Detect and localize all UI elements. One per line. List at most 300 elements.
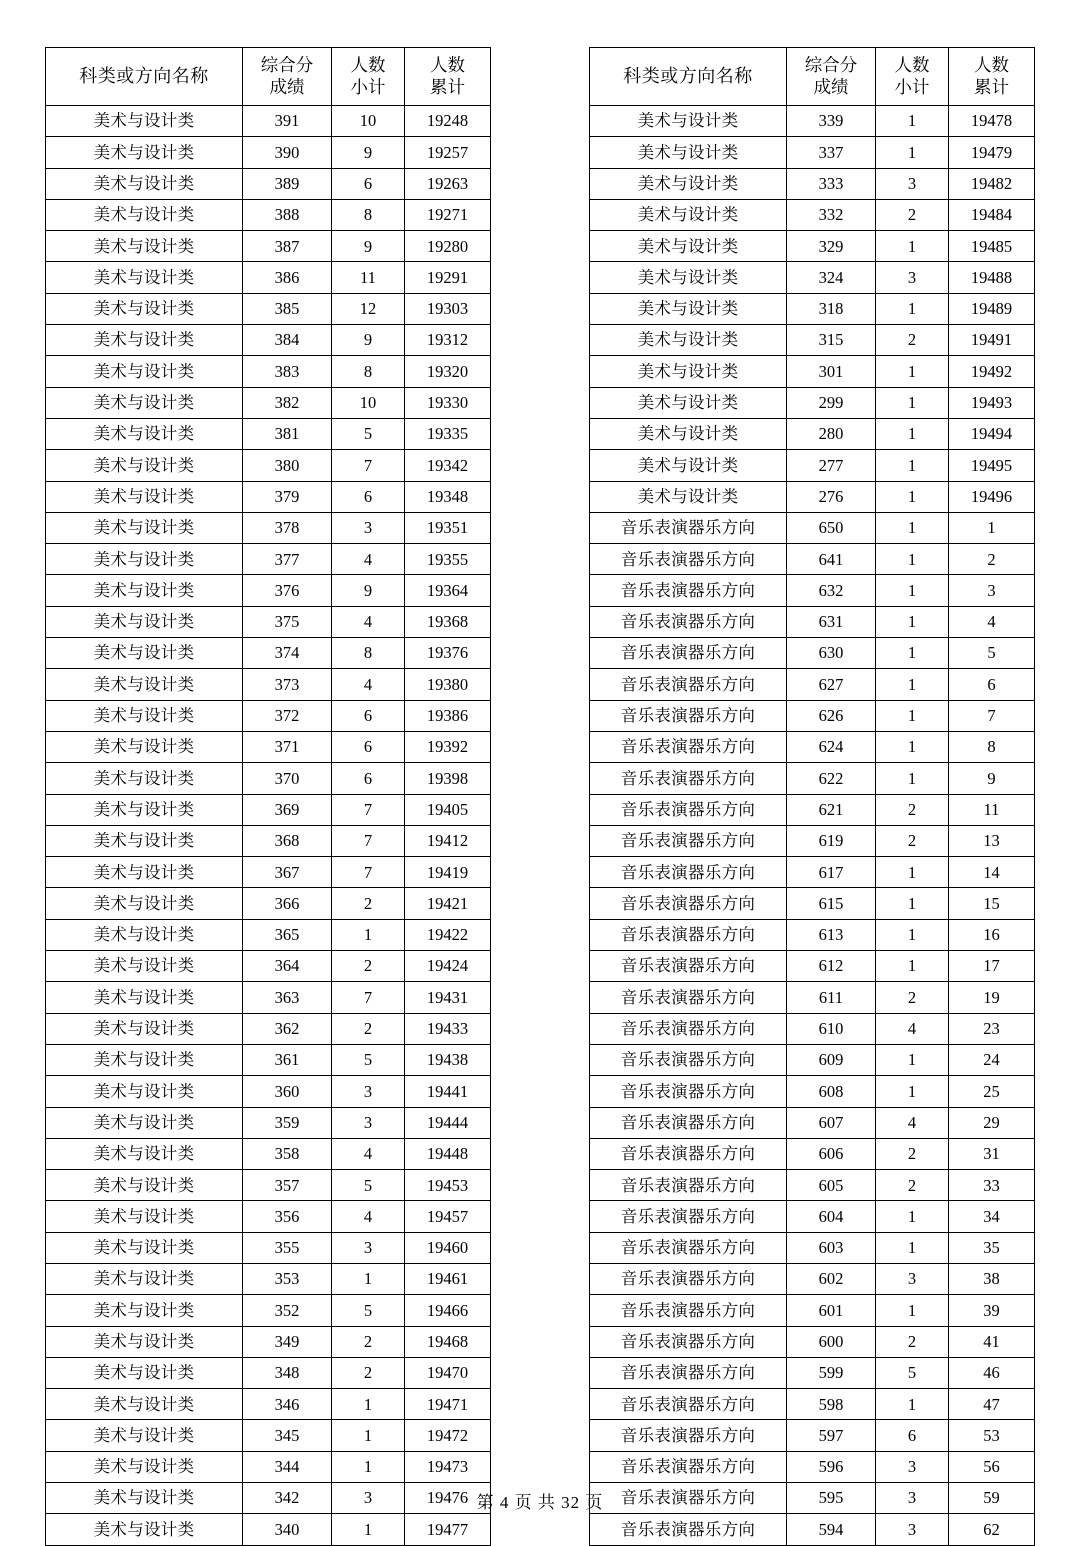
cell-category-name: 音乐表演器乐方向 [590,919,787,950]
table-row [590,731,1035,762]
table-row [590,669,1035,700]
cell-category-name: 美术与设计类 [46,1451,243,1482]
cell-category-name: 美术与设计类 [46,450,243,481]
table-row [46,1232,491,1263]
cell-cumulative: 19479 [949,137,1035,168]
cell-cumulative: 14 [949,857,1035,888]
cell-subtotal: 1 [876,293,949,324]
cell-score: 340 [243,1514,332,1545]
cell-subtotal: 4 [876,1107,949,1138]
cell-subtotal: 3 [876,262,949,293]
cell-score: 358 [243,1138,332,1169]
cell-subtotal: 1 [332,919,405,950]
score-table-right [589,47,1035,1546]
cell-score: 349 [243,1326,332,1357]
table-row [46,700,491,731]
cell-score: 374 [243,638,332,669]
cell-category-name: 美术与设计类 [46,356,243,387]
table-row [590,1263,1035,1294]
cell-category-name: 音乐表演器乐方向 [590,575,787,606]
cell-category-name: 美术与设计类 [590,106,787,137]
cell-cumulative: 33 [949,1170,1035,1201]
cell-cumulative: 19472 [405,1420,491,1451]
cell-subtotal: 3 [876,1263,949,1294]
table-row [590,857,1035,888]
cell-cumulative: 19457 [405,1201,491,1232]
cell-category-name: 美术与设计类 [46,199,243,230]
cell-cumulative: 19248 [405,106,491,137]
cell-score: 277 [787,450,876,481]
cell-score: 619 [787,825,876,856]
table-row [590,1420,1035,1451]
column-header-subtotal-line2: 小计 [894,76,930,97]
cell-cumulative: 19291 [405,262,491,293]
cell-subtotal: 7 [332,825,405,856]
table-header-row [590,48,1035,106]
cell-score: 365 [243,919,332,950]
table-row [46,168,491,199]
cell-cumulative: 19460 [405,1232,491,1263]
cell-score: 385 [243,293,332,324]
tables-container [45,47,1035,1546]
cell-score: 598 [787,1389,876,1420]
cell-category-name: 美术与设计类 [590,387,787,418]
cell-category-name: 美术与设计类 [46,982,243,1013]
table-row [46,137,491,168]
cell-category-name: 美术与设计类 [590,450,787,481]
cell-category-name: 音乐表演器乐方向 [590,1232,787,1263]
cell-category-name: 音乐表演器乐方向 [590,1107,787,1138]
table-row [590,231,1035,262]
table-row [590,606,1035,637]
cell-subtotal: 2 [876,199,949,230]
table-row [590,575,1035,606]
cell-category-name: 音乐表演器乐方向 [590,1201,787,1232]
cell-subtotal: 7 [332,450,405,481]
cell-score: 595 [787,1483,876,1514]
cell-category-name: 音乐表演器乐方向 [590,544,787,575]
cell-score: 315 [787,325,876,356]
cell-score: 617 [787,857,876,888]
cell-score: 299 [787,387,876,418]
cell-score: 356 [243,1201,332,1232]
table-row [590,982,1035,1013]
table-row [590,450,1035,481]
cell-category-name: 美术与设计类 [46,1044,243,1075]
cell-subtotal: 12 [332,293,405,324]
cell-category-name: 音乐表演器乐方向 [590,1514,787,1545]
cell-cumulative: 19444 [405,1107,491,1138]
cell-score: 364 [243,951,332,982]
cell-cumulative: 19495 [949,450,1035,481]
cell-category-name: 美术与设计类 [46,731,243,762]
cell-category-name: 美术与设计类 [46,606,243,637]
column-header-score-line1: 综合分 [804,54,858,75]
cell-subtotal: 1 [876,231,949,262]
cell-category-name: 美术与设计类 [590,262,787,293]
cell-cumulative: 24 [949,1044,1035,1075]
cell-category-name: 音乐表演器乐方向 [590,1389,787,1420]
cell-score: 613 [787,919,876,950]
cell-subtotal: 4 [332,606,405,637]
cell-score: 339 [787,106,876,137]
cell-cumulative: 19 [949,982,1035,1013]
cell-subtotal: 2 [332,951,405,982]
cell-category-name: 音乐表演器乐方向 [590,1076,787,1107]
cell-cumulative: 15 [949,888,1035,919]
cell-subtotal: 1 [876,606,949,637]
cell-category-name: 音乐表演器乐方向 [590,1044,787,1075]
table-row [590,356,1035,387]
cell-cumulative: 19470 [405,1357,491,1388]
cell-subtotal: 1 [332,1263,405,1294]
cell-subtotal: 1 [876,106,949,137]
cell-subtotal: 3 [332,1232,405,1263]
table-row [590,1107,1035,1138]
cell-cumulative: 19342 [405,450,491,481]
cell-category-name: 美术与设计类 [46,1138,243,1169]
cell-cumulative: 19484 [949,199,1035,230]
cell-subtotal: 1 [332,1451,405,1482]
cell-cumulative: 19473 [405,1451,491,1482]
cell-cumulative: 19376 [405,638,491,669]
table-row [46,199,491,230]
cell-category-name: 音乐表演器乐方向 [590,1013,787,1044]
footer-page-number: 4 [499,1493,510,1512]
cell-score: 627 [787,669,876,700]
cell-cumulative: 19496 [949,481,1035,512]
cell-cumulative: 5 [949,638,1035,669]
cell-cumulative: 19368 [405,606,491,637]
table-row [590,700,1035,731]
cell-score: 605 [787,1170,876,1201]
cell-cumulative: 19348 [405,481,491,512]
cell-score: 371 [243,731,332,762]
cell-cumulative: 19477 [405,1514,491,1545]
cell-cumulative: 19424 [405,951,491,982]
cell-score: 650 [787,512,876,543]
cell-cumulative: 19433 [405,1013,491,1044]
table-row [46,1295,491,1326]
cell-cumulative: 29 [949,1107,1035,1138]
cell-category-name: 美术与设计类 [46,1326,243,1357]
cell-subtotal: 1 [876,1389,949,1420]
table-row [46,1044,491,1075]
table-row [46,450,491,481]
cell-score: 624 [787,731,876,762]
table-row [590,481,1035,512]
cell-category-name: 美术与设计类 [46,638,243,669]
cell-category-name: 美术与设计类 [46,575,243,606]
table-row [46,825,491,856]
cell-category-name: 美术与设计类 [46,888,243,919]
cell-cumulative: 19398 [405,763,491,794]
cell-score: 626 [787,700,876,731]
cell-category-name: 美术与设计类 [46,1107,243,1138]
cell-score: 359 [243,1107,332,1138]
cell-category-name: 音乐表演器乐方向 [590,951,787,982]
cell-category-name: 音乐表演器乐方向 [590,888,787,919]
cell-subtotal: 1 [876,418,949,449]
cell-category-name: 音乐表演器乐方向 [590,1170,787,1201]
cell-score: 361 [243,1044,332,1075]
table-row [46,982,491,1013]
cell-cumulative: 34 [949,1201,1035,1232]
cell-cumulative: 47 [949,1389,1035,1420]
table-row [46,1357,491,1388]
cell-category-name: 美术与设计类 [46,919,243,950]
cell-score: 611 [787,982,876,1013]
footer-middle: 页 共 [514,1493,556,1512]
cell-category-name: 美术与设计类 [46,669,243,700]
cell-subtotal: 4 [332,544,405,575]
column-header-name-label: 科类或方向名称 [623,66,753,87]
cell-subtotal: 1 [876,857,949,888]
cell-category-name: 美术与设计类 [46,1295,243,1326]
cell-score: 612 [787,951,876,982]
cell-score: 601 [787,1295,876,1326]
cell-cumulative: 19421 [405,888,491,919]
cell-subtotal: 3 [876,168,949,199]
cell-subtotal: 1 [876,951,949,982]
cell-score: 382 [243,387,332,418]
table-row [46,293,491,324]
table-row [590,1451,1035,1482]
cell-cumulative: 19330 [405,387,491,418]
cell-subtotal: 8 [332,199,405,230]
cell-cumulative: 38 [949,1263,1035,1294]
cell-subtotal: 1 [876,544,949,575]
cell-cumulative: 53 [949,1420,1035,1451]
cell-score: 368 [243,825,332,856]
cell-score: 378 [243,512,332,543]
cell-score: 641 [787,544,876,575]
cell-cumulative: 19466 [405,1295,491,1326]
table-row [590,1076,1035,1107]
cell-cumulative: 19441 [405,1076,491,1107]
cell-score: 377 [243,544,332,575]
cell-subtotal: 1 [876,1044,949,1075]
column-header-score [243,48,332,106]
cell-category-name: 音乐表演器乐方向 [590,763,787,794]
cell-cumulative: 19392 [405,731,491,762]
table-row [46,669,491,700]
table-row [590,1170,1035,1201]
cell-cumulative: 19380 [405,669,491,700]
cell-cumulative: 19320 [405,356,491,387]
table-row [46,763,491,794]
cell-category-name: 美术与设计类 [46,1514,243,1545]
cell-subtotal: 2 [332,888,405,919]
cell-subtotal: 1 [876,669,949,700]
cell-cumulative: 19489 [949,293,1035,324]
cell-subtotal: 1 [876,137,949,168]
table-row [590,1201,1035,1232]
cell-category-name: 音乐表演器乐方向 [590,1420,787,1451]
cell-score: 342 [243,1483,332,1514]
cell-cumulative: 1 [949,512,1035,543]
cell-score: 353 [243,1263,332,1294]
cell-score: 357 [243,1170,332,1201]
cell-subtotal: 1 [876,919,949,950]
cell-category-name: 美术与设计类 [46,794,243,825]
cell-category-name: 音乐表演器乐方向 [590,512,787,543]
table-row [46,731,491,762]
column-header-cumulative [405,48,491,106]
cell-score: 367 [243,857,332,888]
cell-score: 375 [243,606,332,637]
column-header-score-line2: 成绩 [269,76,305,97]
cell-subtotal: 1 [332,1420,405,1451]
cell-subtotal: 2 [876,982,949,1013]
cell-subtotal: 9 [332,137,405,168]
cell-category-name: 音乐表演器乐方向 [590,1483,787,1514]
cell-score: 337 [787,137,876,168]
table-row [46,1107,491,1138]
table-body-right [590,106,1035,1546]
cell-subtotal: 3 [332,1076,405,1107]
cell-subtotal: 2 [332,1326,405,1357]
cell-cumulative: 19492 [949,356,1035,387]
cell-score: 348 [243,1357,332,1388]
cell-subtotal: 5 [332,418,405,449]
page-footer [0,1488,1080,1513]
cell-cumulative: 19351 [405,512,491,543]
cell-score: 329 [787,231,876,262]
cell-category-name: 美术与设计类 [46,418,243,449]
cell-subtotal: 8 [332,356,405,387]
table-row [46,1514,491,1545]
table-row [46,638,491,669]
cell-score: 376 [243,575,332,606]
cell-category-name: 美术与设计类 [46,1232,243,1263]
cell-cumulative: 2 [949,544,1035,575]
cell-cumulative: 19271 [405,199,491,230]
cell-subtotal: 1 [876,1201,949,1232]
cell-score: 280 [787,418,876,449]
cell-cumulative: 11 [949,794,1035,825]
cell-cumulative: 46 [949,1357,1035,1388]
cell-cumulative: 25 [949,1076,1035,1107]
cell-category-name: 美术与设计类 [46,1420,243,1451]
column-header-name [46,48,243,106]
table-row [590,544,1035,575]
table-row [590,1295,1035,1326]
cell-cumulative: 6 [949,669,1035,700]
cell-category-name: 美术与设计类 [590,418,787,449]
table-row [46,231,491,262]
cell-score: 384 [243,325,332,356]
cell-score: 379 [243,481,332,512]
cell-subtotal: 6 [332,481,405,512]
cell-cumulative: 19485 [949,231,1035,262]
cell-score: 332 [787,199,876,230]
cell-category-name: 美术与设计类 [46,1076,243,1107]
cell-cumulative: 19493 [949,387,1035,418]
cell-category-name: 美术与设计类 [46,481,243,512]
table-row [46,512,491,543]
table-row [590,106,1035,137]
footer-suffix: 页 [585,1493,604,1512]
cell-score: 369 [243,794,332,825]
cell-cumulative: 8 [949,731,1035,762]
cell-score: 301 [787,356,876,387]
cell-category-name: 音乐表演器乐方向 [590,857,787,888]
cell-cumulative: 19478 [949,106,1035,137]
cell-subtotal: 1 [876,512,949,543]
cell-subtotal: 2 [876,1326,949,1357]
cell-subtotal: 4 [332,669,405,700]
table-row [46,325,491,356]
cell-cumulative: 59 [949,1483,1035,1514]
cell-category-name: 美术与设计类 [46,262,243,293]
cell-category-name: 美术与设计类 [46,1201,243,1232]
table-row [46,888,491,919]
table-row [46,1013,491,1044]
cell-score: 362 [243,1013,332,1044]
table-row [46,1420,491,1451]
cell-subtotal: 5 [876,1357,949,1388]
cell-cumulative: 41 [949,1326,1035,1357]
cell-cumulative: 19494 [949,418,1035,449]
cell-score: 373 [243,669,332,700]
table-row [590,763,1035,794]
table-row [590,418,1035,449]
table-row [46,1076,491,1107]
cell-category-name: 音乐表演器乐方向 [590,1138,787,1169]
cell-cumulative: 19257 [405,137,491,168]
cell-score: 389 [243,168,332,199]
cell-score: 632 [787,575,876,606]
cell-subtotal: 6 [332,700,405,731]
cell-category-name: 美术与设计类 [46,951,243,982]
cell-category-name: 音乐表演器乐方向 [590,731,787,762]
cell-score: 604 [787,1201,876,1232]
cell-category-name: 美术与设计类 [46,763,243,794]
cell-score: 360 [243,1076,332,1107]
cell-cumulative: 19355 [405,544,491,575]
cell-score: 318 [787,293,876,324]
cell-score: 602 [787,1263,876,1294]
cell-category-name: 美术与设计类 [46,168,243,199]
cell-score: 631 [787,606,876,637]
cell-score: 388 [243,199,332,230]
cell-score: 597 [787,1420,876,1451]
table-row [590,1389,1035,1420]
cell-category-name: 音乐表演器乐方向 [590,669,787,700]
cell-cumulative: 19303 [405,293,491,324]
cell-subtotal: 1 [876,700,949,731]
cell-cumulative: 19488 [949,262,1035,293]
table-row [46,544,491,575]
table-row [46,1201,491,1232]
cell-subtotal: 1 [876,763,949,794]
cell-cumulative: 19468 [405,1326,491,1357]
table-body-left [46,106,491,1546]
table-row [46,794,491,825]
table-row [590,794,1035,825]
score-table-left [45,47,491,1546]
cell-score: 390 [243,137,332,168]
cell-subtotal: 1 [332,1389,405,1420]
table-row [46,1138,491,1169]
cell-cumulative: 17 [949,951,1035,982]
column-header-subtotal-line1: 人数 [350,54,386,75]
cell-subtotal: 4 [332,1201,405,1232]
cell-score: 606 [787,1138,876,1169]
table-row [590,137,1035,168]
table-row [590,919,1035,950]
